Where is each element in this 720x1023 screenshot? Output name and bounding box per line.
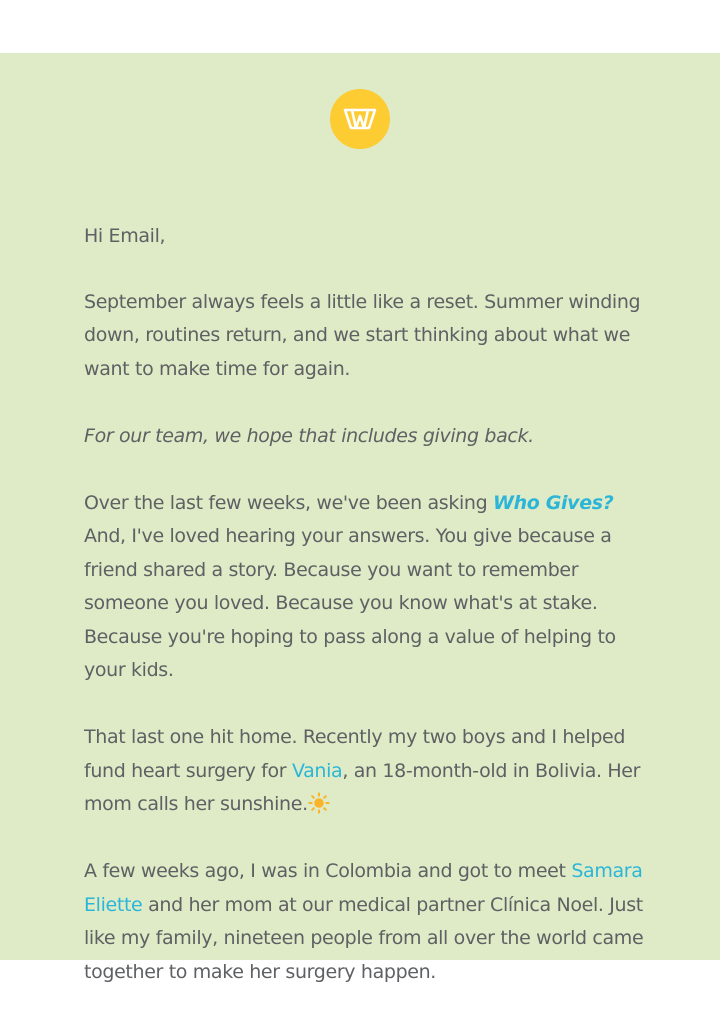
paragraph-giving-back: For our team, we hope that includes giving back.: [84, 424, 534, 447]
samara-rest: and her mom at our medical partner Clínica Noel. Just like my family, nineteen people from all over the world came together to make her surgery happen.: [84, 893, 644, 983]
paragraph-vania: [84, 721, 644, 822]
email-body: [0, 53, 720, 983]
vania-intro: That last one hit home. Recently my two boys and I helped fund heart surgery for: [84, 726, 626, 782]
vania-link[interactable]: Vania: [291, 759, 343, 782]
logo-mark: [343, 108, 377, 130]
paragraph-who-gives: [84, 487, 644, 688]
paragraph-samara: [84, 855, 644, 989]
email-content: [84, 220, 644, 1023]
greeting: Hi Email,: [84, 225, 166, 247]
top-bar: [0, 0, 720, 53]
who-gives-intro: Over the last few weeks, we've been asking: [84, 491, 493, 514]
watsi-logo-icon[interactable]: [330, 89, 390, 149]
who-gives-link[interactable]: Who Gives?: [493, 491, 614, 514]
vania-rest: , an 18-month-old in Bolivia. Her mom calls her sunshine.: [84, 759, 641, 815]
samara-eliette-link[interactable]: Samara Eliette: [84, 860, 643, 916]
sun-emoji-icon: [308, 792, 330, 814]
paragraph-reset: September always feels a little like a reset. Summer winding down, routines return, and we start thinking about what we want to make time for again.: [84, 290, 641, 380]
who-gives-rest: And, I've loved hearing your answers. You give because a friend shared a story. Because you want to remember someone you loved. Because you know what's at stake. Because you're hoping to pass along a value of helping to your kids.: [84, 525, 616, 681]
samara-intro: A few weeks ago, I was in Colombia and got to meet: [84, 860, 572, 882]
